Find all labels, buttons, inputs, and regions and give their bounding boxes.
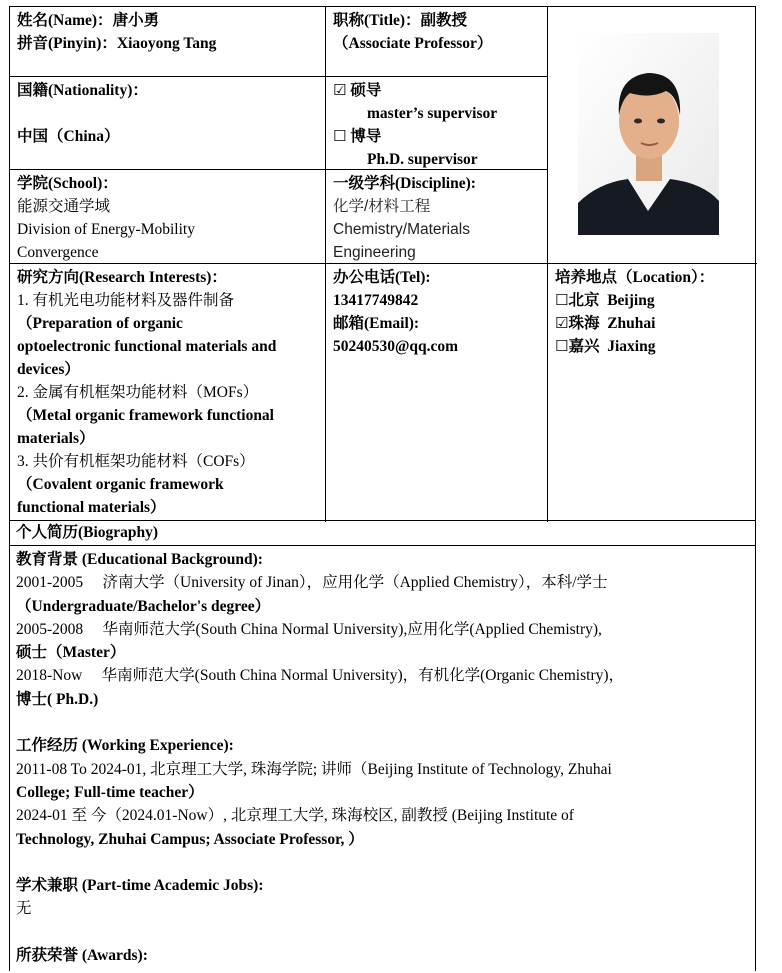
title-value: 副教授 — [420, 12, 468, 29]
work-line: College; Full-time teacher） — [16, 783, 204, 801]
checkbox-unchecked-icon[interactable]: ☐ — [333, 127, 347, 145]
supervisor-cell — [326, 77, 547, 169]
master-supervisor-en: master’s supervisor — [367, 105, 498, 122]
research-line: functional materials） — [17, 499, 166, 516]
education-line: （Undergraduate/Bachelor's degree） — [16, 597, 271, 615]
portrait-photo — [578, 33, 719, 235]
research-line: （Metal organic framework functional — [17, 407, 274, 424]
parttime-label: 学术兼职 (Part-time Academic Jobs): — [16, 877, 264, 895]
discipline-cn: 化学/材料工程 — [333, 198, 431, 215]
location-zhuhai-en: Zhuhai — [607, 315, 656, 332]
checkbox-unchecked-icon[interactable]: ☐ — [555, 291, 569, 309]
biography-heading: 个人简历(Biography) — [10, 521, 755, 546]
research-line: 2. 金属有机框架功能材料（MOFs） — [17, 384, 259, 401]
profile-table — [9, 6, 756, 521]
location-jiaxing-cn: 嘉兴 — [568, 338, 600, 355]
phd-supervisor-en: Ph.D. supervisor — [367, 151, 478, 168]
location-jiaxing-en: Jiaxing — [607, 338, 656, 355]
nationality-label: 国籍(Nationality)： — [17, 82, 148, 99]
pinyin-label: 拼音(Pinyin)： — [17, 35, 117, 52]
checkbox-checked-icon[interactable]: ☑ — [333, 81, 347, 99]
work-label: 工作经历 (Working Experience): — [16, 737, 234, 755]
research-list — [17, 289, 325, 519]
location-zhuhai-cn: 珠海 — [568, 315, 600, 332]
school-en-1: Division of Energy-Mobility — [17, 221, 195, 238]
research-line: （Preparation of organic — [17, 315, 183, 332]
discipline-label: 一级学科(Discipline): — [333, 175, 476, 192]
education-line: 博士( Ph.D.) — [16, 690, 99, 708]
work-line: 2024-01 至 今（2024.01-Now）, 北京理工大学, 珠海校区, 副教授 (Beijing Institute of — [16, 807, 574, 825]
school-label: 学院(School)： — [17, 175, 118, 192]
education-label: 教育背景 (Educational Background): — [16, 551, 263, 568]
education-list — [16, 571, 747, 711]
checkbox-checked-icon[interactable]: ☑ — [555, 314, 569, 332]
discipline-cell — [326, 170, 547, 263]
tel-value: 13417749842 — [333, 292, 419, 309]
tel-label: 办公电话(Tel): — [333, 269, 431, 286]
name-cell — [10, 7, 325, 76]
phd-supervisor-cn: 博导 — [350, 128, 382, 145]
education-line: 2018-Now 华南师范大学(South China Normal University)，有机化学(Organic Chemistry)， — [16, 667, 625, 685]
title-cell — [326, 7, 547, 76]
pinyin-value: Xiaoyong Tang — [116, 35, 217, 52]
education-line: 2001-2005 济南大学（University of Jinan），应用化学（Applied Chemistry），本科/学士 — [16, 574, 608, 592]
research-cell — [10, 264, 325, 522]
school-en-2: Convergence — [17, 244, 99, 261]
work-list — [16, 758, 747, 851]
research-label: 研究方向(Research Interests)： — [17, 269, 227, 286]
work-line: 2011-08 To 2024-01, 北京理工大学, 珠海学院; 讲师（Beijing Institute of Technology, Zhuhai — [16, 760, 612, 778]
discipline-en-1: Chemistry/Materials — [333, 221, 470, 238]
profile-page — [9, 6, 756, 971]
research-line: 1. 有机光电功能材料及器件制备 — [17, 292, 235, 309]
research-line: materials） — [17, 430, 95, 447]
name-value: 唐小勇 — [112, 12, 160, 29]
title-en: （Associate Professor） — [333, 35, 493, 52]
school-cn: 能源交通学域 — [17, 198, 111, 215]
research-line: optoelectronic functional materials and — [17, 338, 277, 355]
name-label: 姓名(Name)： — [17, 12, 113, 29]
awards-label: 所获荣誉 (Awards): — [16, 947, 148, 965]
contact-cell — [326, 264, 547, 522]
checkbox-unchecked-icon[interactable]: ☐ — [555, 337, 569, 355]
location-label: 培养地点（Location）： — [555, 269, 715, 286]
research-line: 3. 共价有机框架功能材料（COFs） — [17, 453, 255, 470]
email-label: 邮箱(Email): — [333, 315, 420, 332]
school-cell — [10, 170, 325, 263]
nationality-value: 中国（China） — [17, 128, 120, 145]
research-line: （Covalent organic framework — [17, 476, 224, 493]
work-line: Technology, Zhuhai Campus; Associate Professor, ） — [16, 830, 364, 848]
parttime-value: 无 — [16, 900, 32, 918]
location-beijing-en: Beijing — [607, 292, 655, 309]
title-label: 职称(Title)： — [333, 12, 421, 29]
discipline-en-2: Engineering — [333, 244, 416, 261]
research-line: devices） — [17, 361, 80, 378]
education-line: 2005-2008 华南师范大学(South China Normal University),应用化学(Applied Chemistry), — [16, 620, 602, 638]
email-value: 50240530@qq.com — [333, 338, 459, 355]
education-line: 硕士（Master） — [16, 644, 126, 662]
location-beijing-cn: 北京 — [568, 292, 600, 309]
biography-section — [9, 521, 756, 971]
master-supervisor-cn: 硕导 — [350, 82, 382, 99]
location-cell — [548, 264, 757, 522]
nationality-cell — [10, 77, 325, 169]
